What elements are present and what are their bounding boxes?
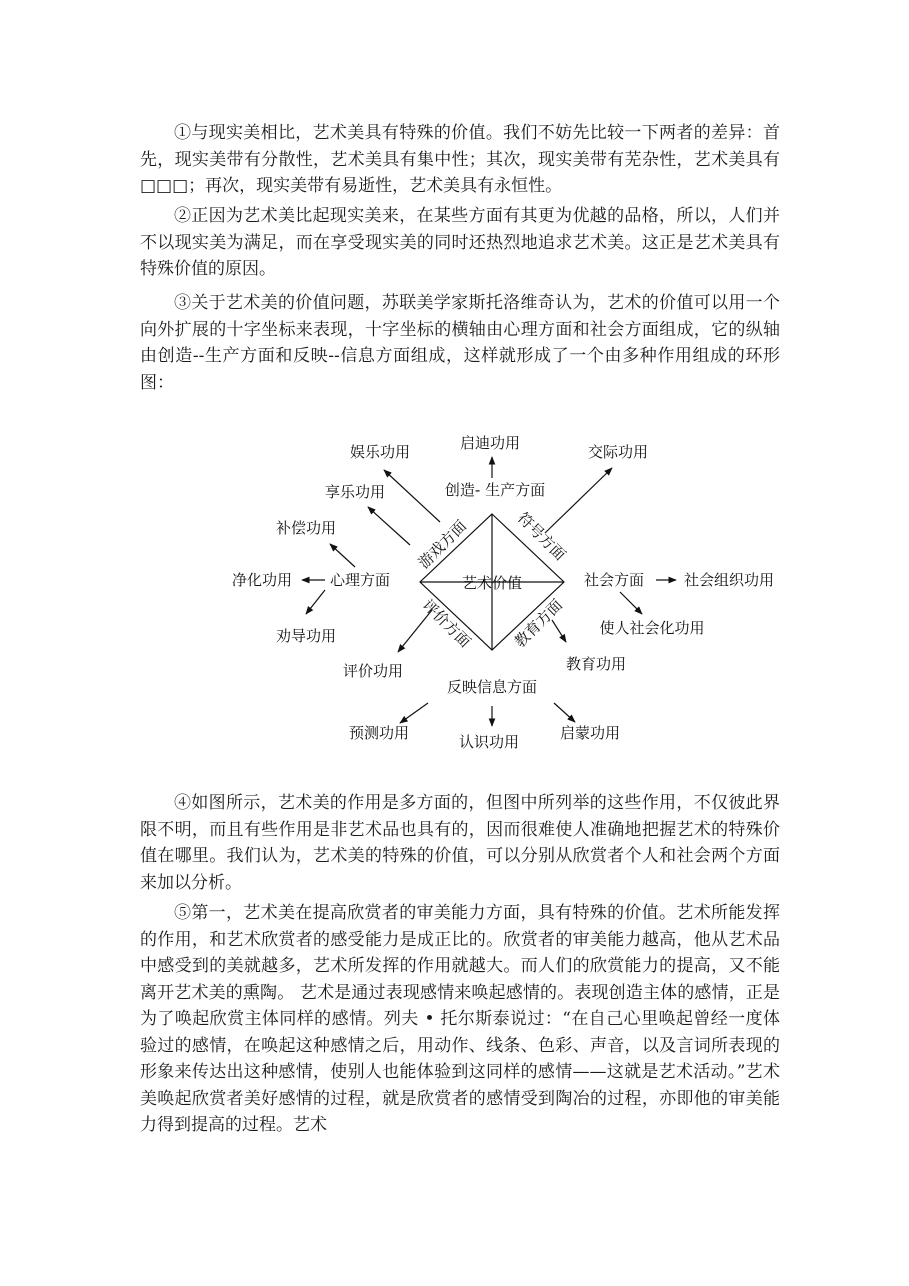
center-label: 艺术价值 bbox=[461, 574, 523, 592]
label-shehuihua: 使人社会化功用 bbox=[599, 619, 705, 637]
arrow-yule bbox=[384, 470, 440, 522]
arrow-buchang bbox=[330, 544, 355, 567]
left-aspect-label: 心理方面 bbox=[329, 571, 391, 589]
arrow-quandao bbox=[306, 590, 325, 614]
arrow-jiaoji bbox=[545, 468, 612, 533]
edge-label-edu: 教育方面 bbox=[510, 595, 567, 652]
label-yuce: 预测功用 bbox=[348, 724, 410, 742]
arrow-qimeng bbox=[554, 703, 575, 722]
label-quandao: 劝导功用 bbox=[275, 627, 337, 645]
paragraph-4: ④如图所示，艺术美的作用是多方面的，但图中所列举的这些作用，不仅彼此界限不明，而且有些作用是非艺术品也具有的，因而很难使人准确地把握艺术的特殊价值在哪里。我们认为，艺术美的特殊的价值，可以分别从欣赏者个人和社会两个方面来加以分析。 bbox=[140, 793, 780, 893]
edge-label-eval: 评价方面 bbox=[418, 595, 475, 652]
arrow-jiaoyu bbox=[552, 620, 566, 642]
right-aspect-label: 社会方面 bbox=[583, 571, 645, 589]
paragraph-1: ①与现实美相比，艺术美具有特殊的价值。我们不妨先比较一下两者的差异：首先，现实美带有分散性，艺术美具有集中性；其次，现实美带有芜杂性，艺术美具有□□□；再次，现实美带有易逝性，艺术美具有永恒性。 bbox=[140, 123, 780, 196]
paragraph-3: ③关于艺术美的价值问题，苏联美学家斯托洛维奇认为，艺术的价值可以用一个向外扩展的十字坐标来表现，十字坐标的横轴由心理方面和社会方面组成，它的纵轴由创造--生产方面和反映--信息方面组成，这样就形成了一个由多种作用组成的环形图： bbox=[140, 293, 780, 393]
top-aspect-label: 创造- 生产方面 bbox=[444, 481, 546, 499]
label-yule: 娱乐功用 bbox=[349, 443, 411, 461]
label-qimeng: 启蒙功用 bbox=[559, 724, 621, 742]
label-xiangle: 享乐功用 bbox=[324, 483, 386, 501]
edge-label-game: 游戏方面 bbox=[414, 516, 471, 573]
label-shehuizuzhi: 社会组织功用 bbox=[683, 571, 775, 589]
arrow-xiangle bbox=[368, 507, 410, 545]
paragraph-2: ②正因为艺术美比起现实美来，在某些方面有其更为优越的品格，所以，人们并不以现实美为满足，而在享受现实美的同时还热烈地追求艺术美。这正是艺术美具有特殊价值的原因。 bbox=[140, 206, 780, 279]
art-value-diagram bbox=[0, 415, 909, 765]
paragraph-5: ⑤第一，艺术美在提高欣赏者的审美能力方面，具有特殊的价值。艺术所能发挥的作用，和艺术欣赏者的感受能力是成正比的。欣赏者的审美能力越高，他从艺术品中感受到的美就越多，艺术所发挥的作用就越大。而人们的欣赏能力的提高，又不能离开艺术美的熏陶。 艺术是通过表现感情来唤起感情的。表现创造主体的感情，正是为了唤起欣赏主体同样的感情。列夫 • 托尔斯泰说过：“在自己心里唤起曾经一度体验过的感情，在唤起这种感情之后，用动作、线条、色彩、声音，以及言词所表现的形象来传达出这种感情，使别人也能体验到这同样的感情——这就是艺术活动。”艺术美唤起欣赏者美好感情的过程，就是欣赏者的感情受到陶冶的过程，亦即他的审美能力得到提高的过程。艺术 bbox=[140, 903, 780, 1135]
label-qidi: 启迪功用 bbox=[459, 434, 521, 452]
label-jiaoji: 交际功用 bbox=[587, 443, 649, 461]
label-pingjia: 评价功用 bbox=[342, 662, 404, 680]
arrow-yuce bbox=[400, 703, 428, 723]
label-renshi: 认识功用 bbox=[458, 733, 520, 751]
label-buchang: 补偿功用 bbox=[275, 519, 337, 537]
edge-label-symbol: 符号方面 bbox=[513, 508, 570, 565]
arrow-shehuihua bbox=[620, 592, 642, 614]
label-jinghua: 净化功用 bbox=[231, 571, 293, 589]
bottom-aspect-label: 反映信息方面 bbox=[446, 678, 538, 696]
label-jiaoyu: 教育功用 bbox=[565, 655, 627, 673]
